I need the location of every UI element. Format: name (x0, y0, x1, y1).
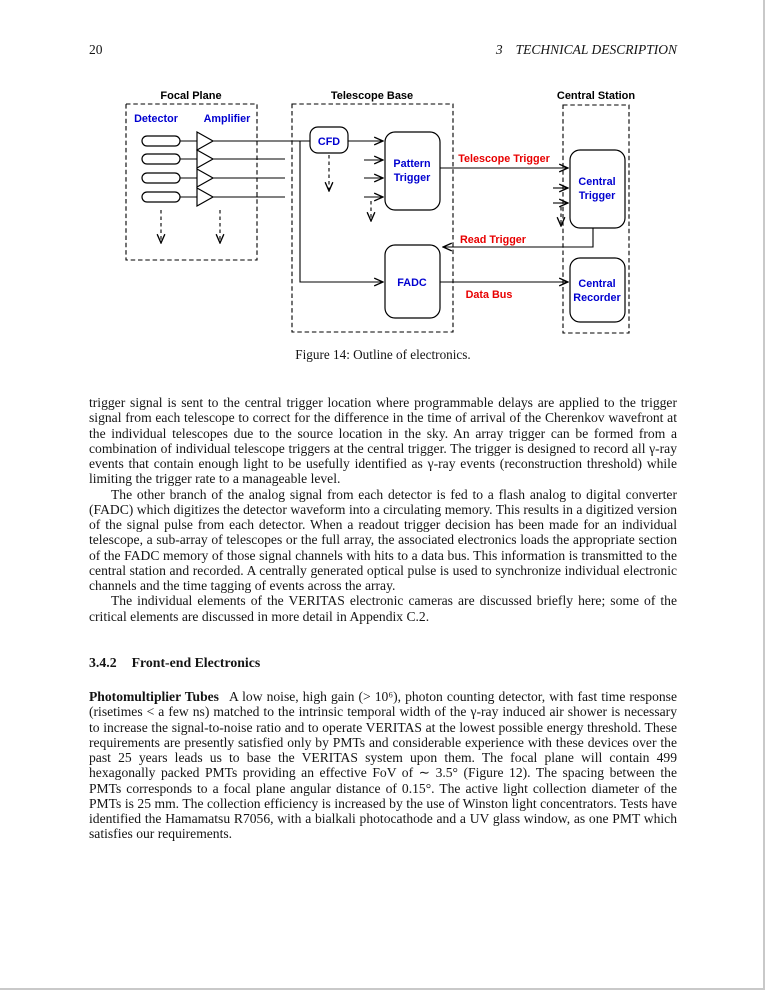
header-section-title: TECHNICAL DESCRIPTION (515, 42, 677, 57)
central-trigger-label: Central (578, 176, 616, 188)
central-recorder-label: Recorder (573, 292, 621, 304)
figure-caption: Figure 14: Outline of electronics. (295, 347, 471, 362)
paragraph-text: A low noise, high gain (> 10⁶), photon counting detector, with fast time response (risetimes < a few ns) matched to the intrinsic temporal width of the γ-ray induced air shower is necessary to increase the signal-to-noise ratio and to operate VERITAS at the lowest possible energy threshold. These requirements are presently satisfied only by PMTs and considerable experience with these devices over the past 25 years leads us to base the VERITAS system upon them. The focal plane will contain 499 hexagonally packed PMTs providing an effective FoV of ∼ 3.5° (Figure 12). The spacing between the PMTs corresponds to a focal plane angular distance of 0.15°. The active light collection diameter of the PMTs is 25 mm. The collection efficiency is increased by the use of Winston light concentrators. Tests have identified the Hamamatsu R7056, with a bialkali photocathode and a UV glass window, as one PMT which satisfies our requirements. (89, 689, 677, 842)
section-number: 3.4.2 (89, 654, 117, 670)
amplifier-label: Amplifier (203, 113, 251, 125)
section-heading (89, 655, 677, 670)
central-recorder-label: Central (578, 278, 616, 290)
run-in-heading: Photomultiplier Tubes (89, 689, 219, 704)
central-recorder-box (570, 258, 625, 322)
telescope-base-group (292, 90, 453, 332)
central-trigger-label: Trigger (578, 190, 616, 202)
focal-plane-group (126, 90, 310, 260)
section-title: Front-end Electronics (131, 654, 261, 670)
amplifier-triangle (197, 169, 213, 187)
telescope-trigger-label: Telescope Trigger (458, 153, 550, 165)
detector-capsule (142, 192, 180, 202)
pattern-trigger-box (385, 132, 440, 210)
detector-capsule (142, 136, 180, 146)
header-section-label (496, 42, 677, 58)
detector-capsule (142, 154, 180, 164)
detector-label: Detector (134, 113, 178, 125)
header-section-number: 3 (495, 42, 503, 57)
data-bus-label: Data Bus (465, 289, 513, 301)
fadc-label: FADC (397, 277, 427, 289)
central-station-title: Central Station (556, 90, 636, 102)
paragraph: The individual elements of the VERITAS electronic cameras are discussed briefly here; some of the critical elements are discussed in more detail in Appendix C.2. (89, 593, 677, 624)
central-trigger-box (570, 150, 625, 228)
fadc-branch-wire (300, 141, 383, 282)
central-station-group (553, 90, 635, 333)
read-trigger-label: Read Trigger (460, 234, 526, 246)
pattern-trigger-label: Pattern (393, 158, 431, 170)
paragraph (89, 689, 677, 842)
focal-plane-title: Focal Plane (160, 90, 222, 102)
page-number: 20 (89, 42, 103, 57)
detector-capsule (142, 173, 180, 183)
amplifier-triangle (197, 150, 213, 168)
amplifier-triangle (197, 188, 213, 206)
paragraph: trigger signal is sent to the central trigger location where programmable delays are applied to the trigger signal from each telescope to correct for the difference in the time of arrival of the Cherenkov wavefront at the individual telescopes due to the source location in the sky. An array trigger can be formed from a combination of individual telescope triggers at the central trigger. The trigger is designed to record all γ-ray events that contain enough light to be usefully identified as γ-ray events (reconstruction threshold) while limiting the trigger rate to a manageable level. (89, 395, 677, 487)
electronics-diagram-svg (85, 85, 645, 348)
body-text (89, 395, 677, 842)
pattern-trigger-label: Trigger (393, 172, 431, 184)
telescope-base-title: Telescope Base (330, 90, 414, 102)
amplifier-triangle (197, 132, 213, 150)
running-header (89, 42, 677, 58)
cfd-label: CFD (317, 136, 341, 148)
paragraph: The other branch of the analog signal from each detector is fed to a flash analog to digital converter (FADC) which digitizes the detector waveform into a circulating memory. This results in a digitized version of the signal pulse from each detector. When a readout trigger decision has been made for an individual telescope, a sub-array of telescopes or the full array, the associated electronics loads the appropriate section of the FADC memory of those signal channels with hits to a data bus. This information is transmitted to the central station and recorded. A centrally generated optical pulse is used to synchronize individual electronic channels and the time tagging of events across the array. (89, 486, 677, 593)
figure-electronics-diagram (85, 85, 645, 348)
